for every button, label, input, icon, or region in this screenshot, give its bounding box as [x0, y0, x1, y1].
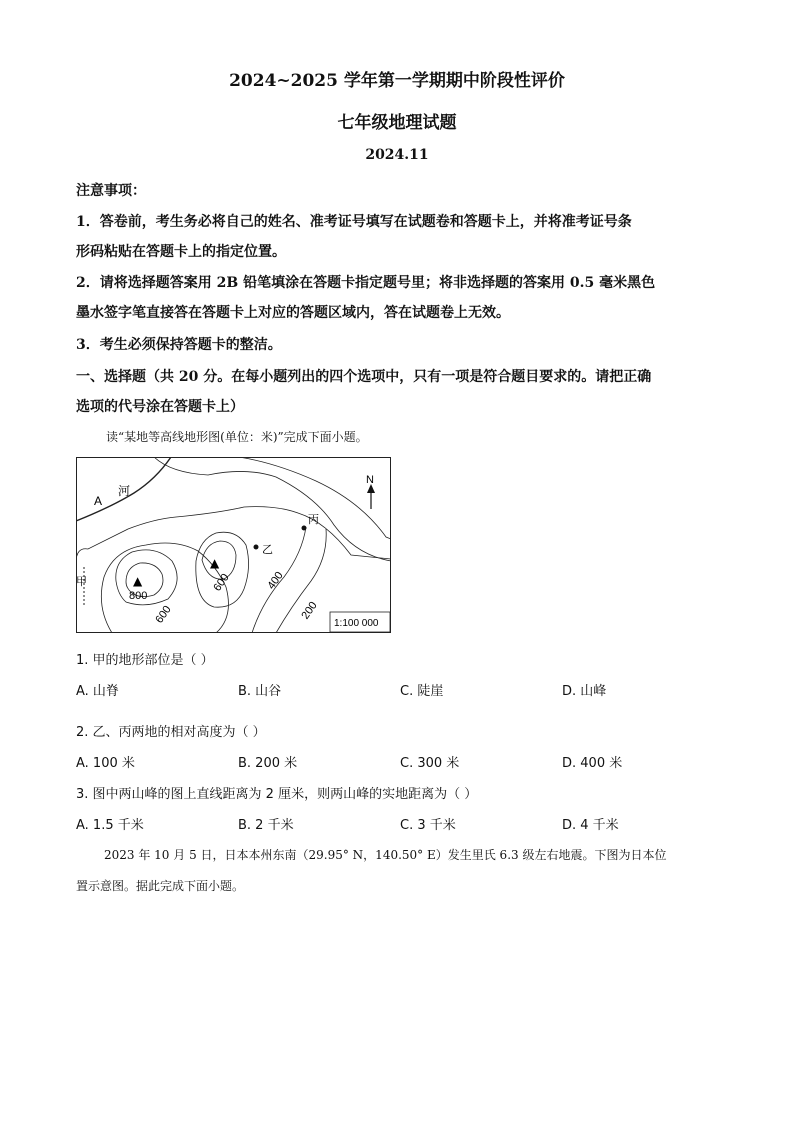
page-subtitle: 七年级地理试题: [337, 113, 457, 133]
notice-heading: 注意事项：: [76, 183, 146, 199]
contour-label-600-west: 600: [153, 603, 174, 626]
map-scale: 1:100 000: [334, 618, 379, 629]
q2-option-b[interactable]: B. 200 米: [238, 756, 298, 771]
q2-option-c[interactable]: C. 300 米: [400, 756, 460, 771]
label-river: 河: [118, 484, 131, 498]
label-jia: 甲: [76, 575, 87, 588]
question-intro: 读“某地等高线地形图(单位：米)”完成下面小题。: [106, 430, 368, 444]
notice-item: 形码粘贴在答题卡上的指定位置。: [76, 244, 286, 260]
notice-item: 2．请将选择题答案用 2B 铅笔填涂在答题卡指定题号里；将非选择题的答案用 0.5 毫米黑色: [76, 275, 656, 291]
peak-east-icon: ▲: [210, 556, 220, 570]
q3-option-b[interactable]: B. 2 千米: [238, 818, 294, 833]
question-2-stem: 2. 乙、丙两地的相对高度为（ ）: [76, 725, 266, 740]
q1-option-d[interactable]: D. 山峰: [562, 684, 607, 699]
q2-option-d[interactable]: D. 400 米: [562, 756, 623, 771]
contour-label-600-east: 600: [211, 571, 232, 594]
peak-west-icon: ▲: [133, 574, 143, 588]
contour-east-600: [196, 532, 249, 607]
notice-item: 1．答卷前，考生务必将自己的姓名、准考证号填写在试题卷和答题卡上，并将准考证号条: [76, 214, 632, 230]
passage-line-2: 置示意图。据此完成下面小题。: [76, 879, 245, 893]
notice-item: 墨水签字笔直接答在答题卡上对应的答题区域内，答在试题卷上无效。: [76, 305, 510, 321]
q2-option-a[interactable]: A. 100 米: [76, 756, 135, 771]
q1-option-c[interactable]: C. 陡崖: [400, 684, 444, 699]
contour-label-400: 400: [265, 569, 286, 592]
notice-item: 3．考生必须保持答题卡的整洁。: [76, 337, 282, 353]
question-3-stem: 3. 图中两山峰的图上直线距离为 2 厘米，则两山峰的实地距离为（ ）: [76, 787, 478, 802]
q3-option-c[interactable]: C. 3 千米: [400, 818, 456, 833]
contour-200: [276, 529, 326, 633]
bing-point: [302, 526, 307, 531]
section-heading-cont: 选项的代号涂在答题卡上）: [76, 399, 244, 415]
contour-map: [76, 457, 391, 633]
label-a: A: [94, 494, 103, 508]
label-north: N: [366, 474, 374, 486]
exam-date: 2024.11: [365, 147, 429, 163]
q3-option-d[interactable]: D. 4 千米: [562, 818, 619, 833]
q3-option-a[interactable]: A. 1.5 千米: [76, 818, 144, 833]
passage-line-1: 2023 年 10 月 5 日，日本本州东南（29.95° N，140.50° E）发生里氏 6.3 级左右地震。下图为日本位: [104, 848, 667, 862]
contour-outer: [76, 507, 391, 563]
q1-option-b[interactable]: B. 山谷: [238, 684, 282, 699]
section-heading: 一、选择题（共 20 分。在每小题列出的四个选项中，只有一项是符合题目要求的。请把正确: [76, 369, 652, 385]
yi-point: [254, 545, 259, 550]
label-yi: 乙: [262, 543, 273, 556]
contour-label-800: 800: [129, 590, 148, 602]
contour-label-200: 200: [299, 599, 320, 622]
q1-option-a[interactable]: A. 山脊: [76, 684, 119, 699]
page-title: 2024~2025 学年第一学期期中阶段性评价: [229, 71, 565, 91]
label-bing: 丙: [308, 513, 319, 526]
question-1-stem: 1. 甲的地形部位是（ ）: [76, 653, 214, 668]
contour-top: [239, 457, 391, 539]
